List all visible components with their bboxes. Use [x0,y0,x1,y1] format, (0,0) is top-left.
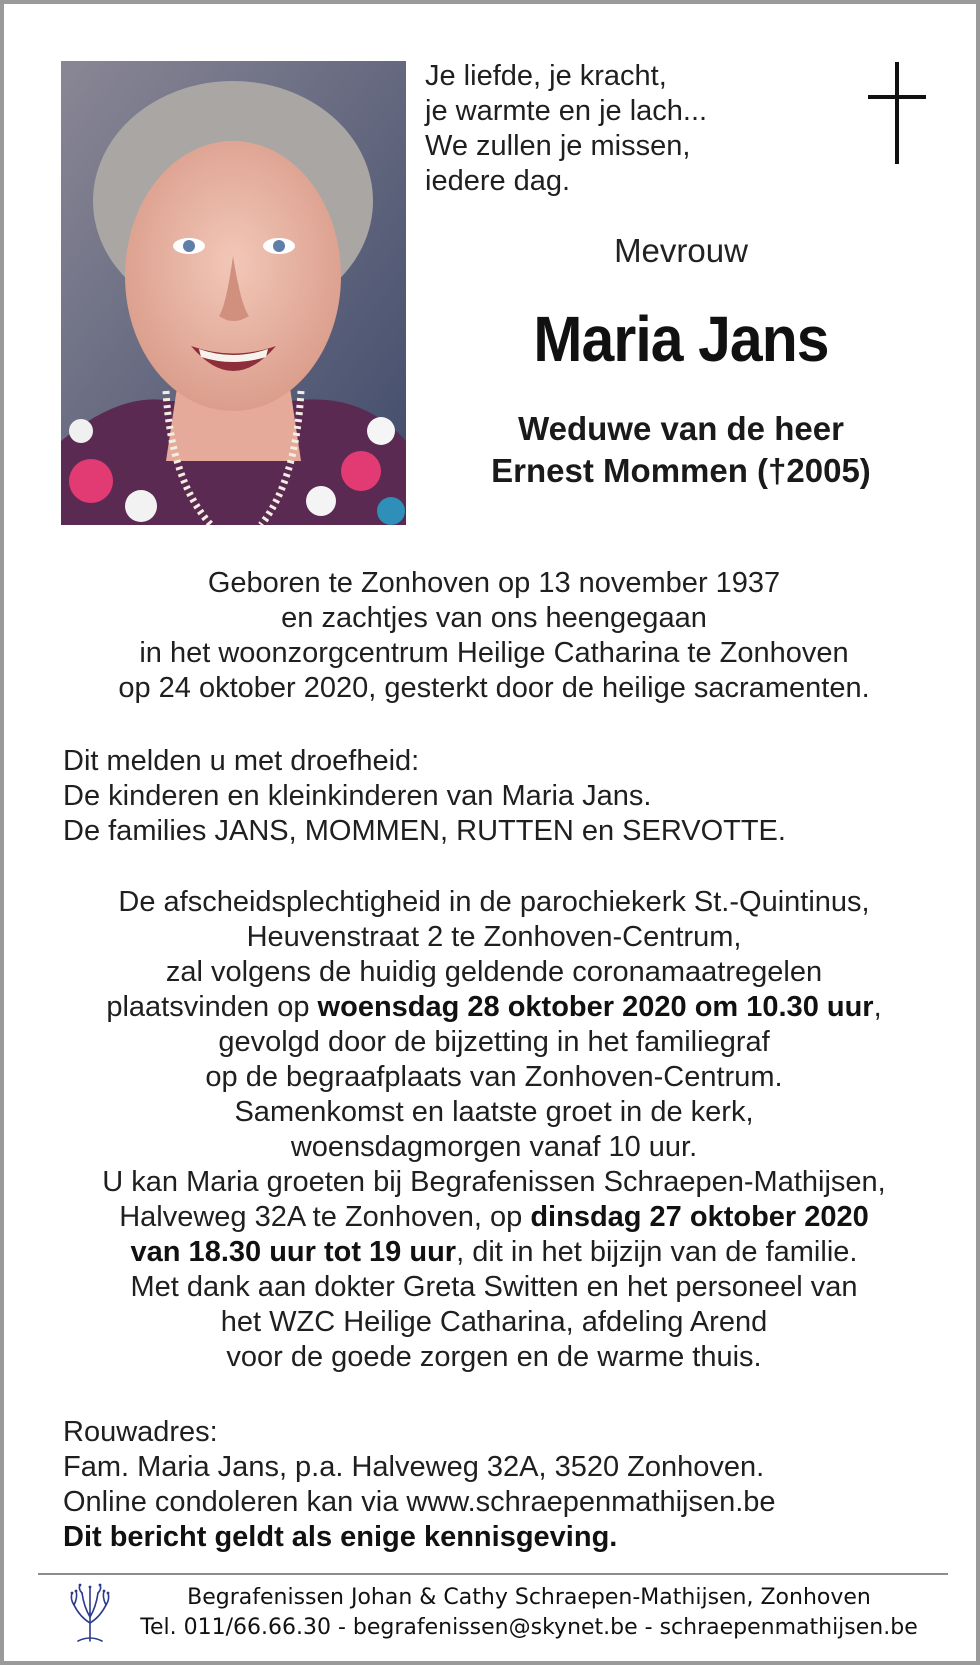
poem-line: je warmte en je lach... [425,95,708,127]
text-line [24,990,964,1025]
ceremony-datetime: woensdag 28 oktober 2020 om 10.30 uur [317,991,874,1023]
deceased-name: Maria Jans [533,303,829,375]
mourning-address [63,1415,943,1555]
text-line: Dit melden u met droefheid: [63,745,420,777]
poem-line: We zullen je missen, [425,130,691,162]
only-notice [63,1520,943,1555]
text-line: Geboren te Zonhoven op 13 november 1937 [207,567,781,599]
text-line: Met dank aan dokter Greta Switten en het personeel van [130,1271,858,1303]
visitation-time: van 18.30 uur tot 19 uur [130,1236,457,1268]
widow-statement [406,408,956,492]
online-condolence: Online condoleren kan via www.schraepenmathijsen.be [63,1486,776,1518]
text-line [24,1200,964,1235]
text-line: Samenkomst en laatste groet in de kerk, [234,1096,754,1128]
family-notice [63,744,943,849]
widow-line: Weduwe van de heer [518,410,844,447]
address-label: Rouwadres: [63,1416,218,1448]
address-line: Fam. Maria Jans, p.a. Halveweg 32A, 3520 Zonhoven. [63,1451,765,1483]
text-line: De kinderen en kleinkinderen van Maria Jans. [63,780,652,812]
poem-line: iedere dag. [425,165,571,197]
poem-line: Je liefde, je kracht, [425,60,667,92]
memorial-poem [425,59,707,199]
text-line: op de begraafplaats van Zonhoven-Centrum. [205,1061,783,1093]
text-fragment: , [873,991,882,1023]
tree-logo-icon [66,1583,114,1643]
funeral-home-name: Begrafenissen Johan & Cathy Schraepen-Mathijsen, Zonhoven [187,1585,871,1610]
text-line: voor de goede zorgen en de warme thuis. [226,1341,762,1373]
text-line: De afscheidsplechtigheid in de parochiekerk St.-Quintinus, [118,886,870,918]
text-line: op 24 oktober 2020, gesterkt door de heilige sacramenten. [118,672,870,704]
portrait-photo [61,61,406,525]
text-fragment: , dit in het bijzijn van de familie. [456,1236,858,1268]
text-line: in het woonzorgcentrum Heilige Catharina te Zonhoven [139,637,849,669]
text-line: en zachtjes van ons heengegaan [281,602,707,634]
funeral-home-contact: Tel. 011/66.66.30 - begrafenissen@skynet.be - schraepenmathijsen.be [140,1615,918,1640]
footer-divider [38,1573,948,1575]
text-line: De families JANS, MOMMEN, RUTTEN en SERVOTTE. [63,815,786,847]
text-line: gevolgd door de bijzetting in het familiegraf [218,1026,770,1058]
birth-death-paragraph [24,566,964,706]
text-fragment: Halveweg 32A te Zonhoven, op [119,1201,531,1233]
only-notice-text: Dit bericht geldt als enige kennisgeving. [63,1521,618,1553]
text-fragment: plaatsvinden op [106,991,318,1023]
text-line: woensdagmorgen vanaf 10 uur. [290,1131,698,1163]
text-line: Heuvenstraat 2 te Zonhoven-Centrum, [246,921,742,953]
text-line [24,1235,964,1270]
ceremony-paragraph [24,885,964,1375]
visitation-date: dinsdag 27 oktober 2020 [530,1201,869,1233]
text-line: het WZC Heilige Catharina, afdeling Arend [220,1306,768,1338]
salutation: Mevrouw [614,232,748,269]
widow-line: Ernest Mommen (†2005) [491,452,871,489]
portrait-image [61,61,406,525]
cross-icon [868,62,926,164]
text-line: zal volgens de huidig geldende coronamaatregelen [165,956,823,988]
text-line: U kan Maria groeten bij Begrafenissen Schraepen-Mathijsen, [102,1166,886,1198]
